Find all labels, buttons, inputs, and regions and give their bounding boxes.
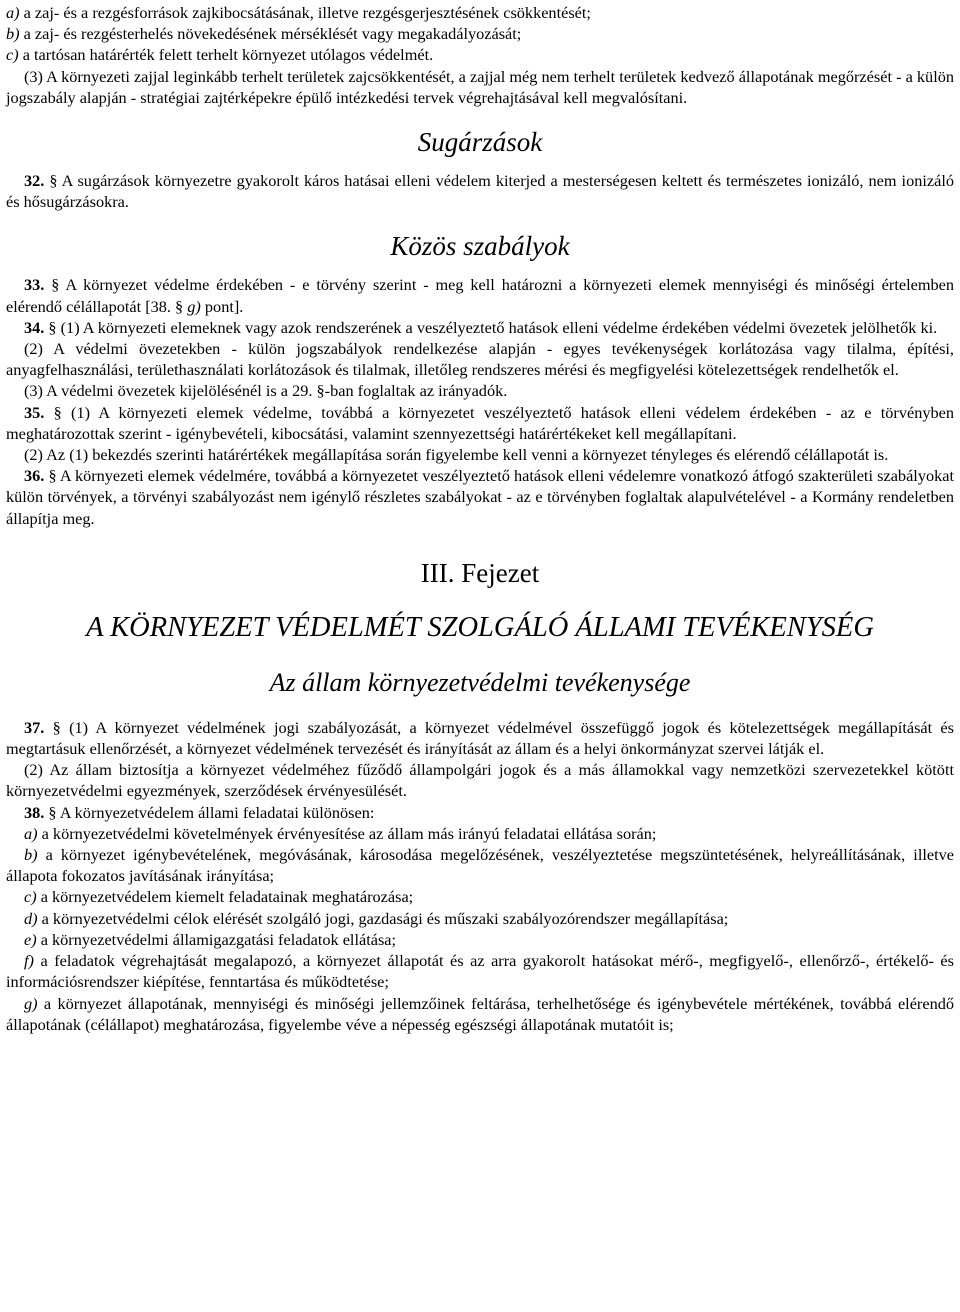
list-item	[6, 993, 954, 1035]
section-34-paragraph-2: (2) A védelmi övezetekben - külön jogszabályok rendelkezése alapján - egyes tevékenységek korlátozása vagy tilalma, építési, anyagfelhasználási, területhasználati korlátozások és tilalmak, illetőleg rendszeres mérési és megfigyelési kötelezettségek rendelhetők el.	[6, 339, 954, 380]
item-label: a)	[6, 3, 20, 22]
section-heading-kozos-szabalyok: Közös szabályok	[390, 231, 570, 262]
point-label: g)	[187, 296, 201, 316]
list-item-c	[6, 44, 954, 65]
item-label: f)	[24, 951, 34, 971]
section-text: § A sugárzások környezetre gyakorolt káros hatásai elleni védelem kiterjed a mesterségesen keltett és természetes ionizáló, nem ionizáló és hősugárzásokra.	[6, 171, 954, 212]
list-item-a	[6, 0, 954, 23]
section-37	[6, 717, 954, 759]
list-item	[6, 823, 954, 844]
item-label: e)	[24, 929, 37, 949]
section-33	[6, 274, 954, 316]
section-text: § A környezet védelme érdekében - e törvény szerint - meg kell határozni a környezeti elemek mennyiségi és minőségi értelemben elérendő célállapotát [38. §	[6, 275, 954, 316]
section-number: 35.	[24, 402, 45, 422]
paragraph-3: (3) A környezeti zajjal leginkább terhelt területek zajcsökkentését, a zajjal még nem terhelt területek kedvező állapotának megőrzését - a külön jogszabály alapján - stratégiai zajtérképekre épülő intézkedési tervek végrehajtásával kell megvalósítani.	[6, 66, 954, 107]
item-label: c)	[6, 45, 19, 65]
section-text: § A környezetvédelem állami feladatai különösen:	[44, 802, 375, 822]
section-35-paragraph-2: (2) Az (1) bekezdés szerinti határértékek megállapítása során figyelembe kell venni a környezet tényleges és elérendő célállapotát is.	[24, 445, 889, 465]
item-text: a környezetvédelem kiemelt feladatainak meghatározása;	[36, 887, 414, 907]
item-text: a környezetvédelmi célok elérését szolgáló jogi, gazdasági és műszaki szabályozórendszer megállapítása;	[37, 908, 729, 928]
section-38	[6, 802, 954, 823]
list-item	[6, 950, 954, 992]
section-heading-sugarzasok: Sugárzások	[417, 127, 543, 158]
chapter-heading: III. Fejezet	[420, 557, 540, 588]
item-text: a zaj- és a rezgésforrások zajkibocsátásának, illetve rezgésgerjesztésének csökkentését;	[19, 3, 591, 22]
item-text: a környezetvédelmi követelmények érvényesítése az állam más irányú feladatai ellátása során;	[37, 823, 657, 843]
list-item-b	[6, 23, 954, 44]
list-item	[6, 844, 954, 886]
item-label: d)	[24, 908, 38, 928]
section-text: § (1) A környezet védelmének jogi szabályozását, a környezet védelmével összefüggő jogok és kötelezettségek megállapítását és megtartásuk ellenőrzését, a környezet védelmének tervezését és irányítását az állam és a helyi önkormányzat szervei látják el.	[6, 717, 954, 759]
section-text: § (1) A környezeti elemeknek vagy azok rendszerének a veszélyeztető hatások elleni védelme érdekében védelmi övezetek jelölhetők ki.	[44, 317, 938, 337]
item-label: c)	[24, 887, 37, 907]
section-number: 33.	[24, 275, 45, 295]
section-36	[6, 465, 954, 529]
section-number: 32.	[24, 171, 45, 191]
section-35	[6, 402, 954, 444]
item-label: g)	[24, 993, 38, 1013]
item-text: a környezetvédelmi államigazgatási feladatok ellátása;	[36, 929, 397, 949]
item-text: a tartósan határérték felett terhelt környezet utólagos védelmét.	[18, 45, 434, 65]
item-label: b)	[6, 24, 20, 44]
section-32	[6, 170, 954, 212]
list-item	[6, 929, 954, 950]
item-text: a környezet állapotának, mennyiségi és minőségi jellemzőinek feltárása, terhelhetősége és igénybevétele mértékének, továbbá elérendő állapotának (célállapot) meghatározása, figyelembe véve a népesség egészségi állapotának mutatóit is;	[6, 993, 954, 1034]
section-number: 36.	[24, 466, 45, 486]
section-text-end: pont].	[200, 296, 244, 316]
list-item	[6, 886, 954, 907]
section-number: 38.	[24, 802, 45, 822]
section-number: 37.	[24, 717, 45, 737]
section-text: § A környezeti elemek védelmére, továbbá a környezetet veszélyeztető hatások elleni védelemre vonatkozó átfogó szakterületi szabályokat külön törvények, a törvényi szabályozást nem igénylő részletes szabályokat - az e törvényben foglaltak alapulvételével - a Kormány rendeletben állapítja meg.	[6, 466, 954, 528]
part-title: A KÖRNYEZET VÉDELMÉT SZOLGÁLÓ ÁLLAMI TEVÉKENYSÉG	[86, 611, 874, 643]
item-text: a feladatok végrehajtását megalapozó, a környezet állapotát és az arra gyakorolt hatásokat mérő-, megfigyelő-, ellenőrző-, értékelő- és információsrendszer kiépítése, fenntartása és működtetése;	[6, 951, 954, 992]
list-item	[6, 908, 954, 929]
section-number: 34.	[24, 317, 45, 337]
section-text: § (1) A környezeti elemek védelme, továbbá a környezetet veszélyeztető hatások elleni védelem érdekében - az e törvényben meghatározottak szerint - igénybevételi, kibocsátási, valamint szennyezettségi határértékeket kell megállapítani.	[6, 402, 954, 443]
section-37-paragraph-2: (2) Az állam biztosítja a környezet védelméhez fűződő állampolgári jogok és a más államokkal vagy nemzetközi szervezetekkel kötött környezetvédelmi egyezmények, szerződések érvényesülését.	[6, 760, 954, 801]
item-label: a)	[24, 823, 38, 843]
item-text: a környezet igénybevételének, megóvásának, károsodása megelőzésének, veszélyeztetése megszüntetésének, helyreállításának, illetve állapota fokozatos javításának irányítása;	[6, 845, 954, 886]
subtitle: Az állam környezetvédelmi tevékenysége	[269, 667, 691, 697]
item-label: b)	[24, 845, 38, 865]
item-text: a zaj- és rezgésterhelés növekedésének mérséklését vagy megakadályozását;	[19, 24, 522, 44]
section-34	[6, 317, 954, 338]
section-34-paragraph-3: (3) A védelmi övezetek kijelölésénél is a 29. §-ban foglaltak az irányadók.	[24, 381, 508, 401]
